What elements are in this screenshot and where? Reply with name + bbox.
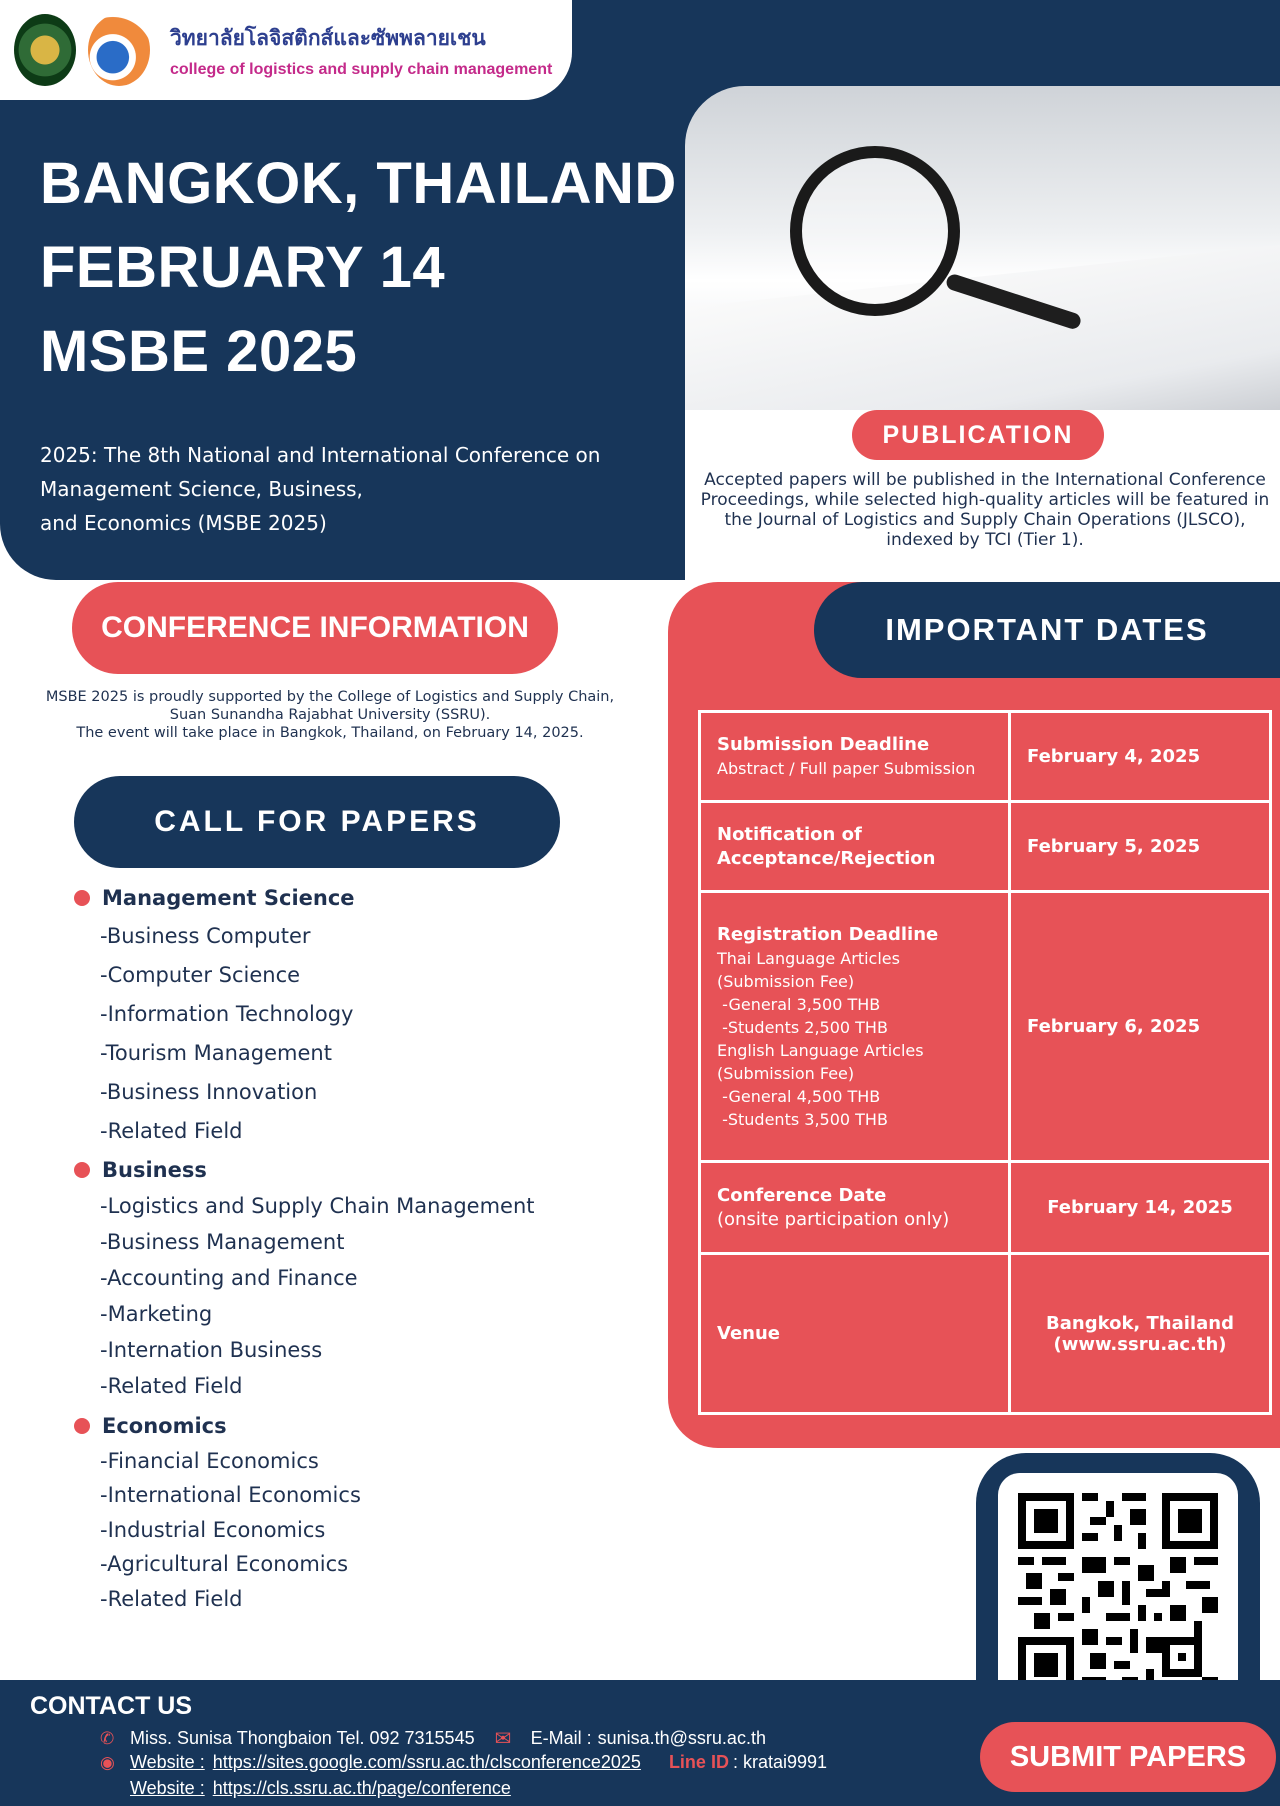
topic-item: -Business Innovation xyxy=(100,1080,318,1104)
topic-item: -Accounting and Finance xyxy=(100,1266,358,1290)
date-row-value: February 4, 2025 xyxy=(1010,712,1271,802)
topic-item: -Internation Business xyxy=(100,1338,323,1362)
table-row xyxy=(700,1254,1271,1414)
topic-item: -Business Computer xyxy=(100,924,311,948)
university-seal-logo xyxy=(14,14,76,86)
date-row-title: Notification of xyxy=(717,823,862,845)
date-row-detail: -General 4,500 THB xyxy=(717,1086,881,1106)
globe-icon: ◉ xyxy=(100,1752,115,1772)
date-row-detail: English Language Articles xyxy=(717,1040,924,1060)
date-row-title: Acceptance/Rejection xyxy=(717,847,936,869)
date-row-detail: -General 3,500 THB xyxy=(717,994,881,1014)
qr-code[interactable] xyxy=(998,1473,1238,1713)
book-image xyxy=(685,242,1280,410)
topic-item: -Financial Economics xyxy=(100,1449,319,1473)
conference-information-text xyxy=(10,688,650,742)
date-row-detail: Abstract / Full paper Submission xyxy=(717,759,976,778)
college-name-english: college of logistics and supply chain management xyxy=(170,60,553,78)
date-row-detail: Thai Language Articles xyxy=(717,948,900,968)
college-logo xyxy=(88,14,150,86)
date-row-title: Registration Deadline xyxy=(717,923,939,945)
topic-item: -Information Technology xyxy=(100,1002,354,1026)
submit-papers-button[interactable]: SUBMIT PAPERS xyxy=(980,1722,1276,1792)
website-label: Website : xyxy=(130,1752,205,1772)
contact-line-website xyxy=(100,1752,827,1773)
date-row-detail: (Submission Fee) xyxy=(717,971,855,991)
topic-item: -Tourism Management xyxy=(100,1041,332,1065)
topic-item: -Industrial Economics xyxy=(100,1518,326,1542)
date-row-detail: (Submission Fee) xyxy=(717,1063,855,1083)
bullet-icon xyxy=(74,1162,90,1178)
logo-bar xyxy=(0,0,572,100)
topic-item: -Related Field xyxy=(100,1587,243,1611)
website-label: Website : xyxy=(130,1778,205,1798)
table-row xyxy=(700,802,1271,892)
date-row-title: Submission Deadline xyxy=(717,734,930,755)
table-row xyxy=(700,712,1271,802)
contact-line-website-2 xyxy=(100,1778,511,1799)
hero-title-event: MSBE 2025 xyxy=(40,319,358,384)
hero-subtitle xyxy=(40,438,660,540)
date-row-title: Venue xyxy=(717,1322,780,1344)
bullet-icon xyxy=(74,890,90,906)
important-dates-table xyxy=(698,710,1272,1415)
date-row-value: February 14, 2025 xyxy=(1010,1162,1271,1254)
college-name-thai: วิทยาลัยโลจิสติกส์และซัพพลายเชน xyxy=(170,25,486,50)
publication-label: PUBLICATION xyxy=(852,410,1104,460)
date-row-value xyxy=(1010,1254,1271,1414)
topic-item: -Marketing xyxy=(100,1302,213,1326)
topic-item: -Computer Science xyxy=(100,963,301,987)
hero-subtitle-line: and Economics (MSBE 2025) xyxy=(40,511,327,535)
date-row-label xyxy=(700,1162,1010,1254)
topic-item: -Related Field xyxy=(100,1119,243,1143)
table-row xyxy=(700,892,1271,1162)
hero-subtitle-line: Management Science, Business, xyxy=(40,477,363,501)
hero-title-date: FEBRUARY 14 xyxy=(40,235,446,300)
email-label: E-Mail : xyxy=(530,1728,592,1748)
magnifier-book-photo xyxy=(685,86,1280,410)
topic-item: -International Economics xyxy=(100,1483,361,1507)
table-row xyxy=(700,1162,1271,1254)
date-row-detail: -Students 3,500 THB xyxy=(717,1109,888,1129)
topic-item: -Business Management xyxy=(100,1230,345,1254)
venue-name: Bangkok, Thailand xyxy=(1046,1312,1234,1334)
topic-group-title: Management Science xyxy=(102,886,355,910)
topic-group-economics xyxy=(74,1414,227,1438)
hero-title-location: BANGKOK, THAILAND xyxy=(40,151,677,216)
website-link-1[interactable]: https://sites.google.com/ssru.ac.th/clsconference2025 xyxy=(212,1752,641,1772)
website-link-2[interactable]: https://cls.ssru.ac.th/page/conference xyxy=(212,1778,511,1798)
topic-group-business xyxy=(74,1158,207,1182)
contact-line-phone-email xyxy=(100,1726,766,1751)
date-row-label xyxy=(700,712,1010,802)
topic-group-management-science xyxy=(74,886,355,910)
line-id-value: : kratai9991 xyxy=(732,1752,828,1772)
contact-us-label: CONTACT US xyxy=(30,1692,193,1720)
conference-info-line: Suan Sunandha Rajabhat University (SSRU). xyxy=(169,707,491,723)
bullet-icon xyxy=(74,1418,90,1434)
venue-website: (www.ssru.ac.th) xyxy=(1053,1333,1227,1355)
publication-text: Accepted papers will be published in the International Conference Proceedings, while selected high-quality articles will be featured in the Journal of Logistics and Supply Chain Operations (JLSCO), indexed by TCI (Tier 1). xyxy=(700,470,1270,550)
magnifier-image xyxy=(790,146,960,316)
email-address[interactable]: sunisa.th@ssru.ac.th xyxy=(597,1728,766,1748)
contact-person: Miss. Sunisa Thongbaion Tel. 092 7315545 xyxy=(130,1728,475,1748)
date-row-label xyxy=(700,802,1010,892)
date-row-title: Conference Date xyxy=(717,1185,887,1206)
topic-group-title: Business xyxy=(102,1158,207,1182)
hero-subtitle-line: 2025: The 8th National and International Conference on xyxy=(40,443,601,467)
mail-icon: ✉ xyxy=(494,1728,512,1750)
conference-info-line: MSBE 2025 is proudly supported by the College of Logistics and Supply Chain, xyxy=(45,689,615,705)
call-for-papers-label: CALL FOR PAPERS xyxy=(74,776,560,868)
conference-information-label: CONFERENCE INFORMATION xyxy=(72,582,558,674)
date-row-label xyxy=(700,1254,1010,1414)
qr-code-icon xyxy=(1018,1493,1218,1693)
college-name xyxy=(170,22,552,79)
date-row-label xyxy=(700,892,1010,1162)
conference-info-line: The event will take place in Bangkok, Thailand, on February 14, 2025. xyxy=(76,725,584,741)
date-row-value: February 5, 2025 xyxy=(1010,802,1271,892)
important-dates-label: IMPORTANT DATES xyxy=(814,582,1280,678)
topic-item: -Logistics and Supply Chain Management xyxy=(100,1194,535,1218)
topic-item: -Agricultural Economics xyxy=(100,1552,349,1576)
line-id-label: Line ID xyxy=(668,1752,729,1772)
date-row-value: February 6, 2025 xyxy=(1010,892,1271,1162)
date-row-detail: -Students 2,500 THB xyxy=(717,1017,888,1037)
date-row-detail: (onsite participation only) xyxy=(717,1209,950,1230)
topic-item: -Related Field xyxy=(100,1374,243,1398)
phone-icon: ✆ xyxy=(100,1728,115,1748)
topic-group-title: Economics xyxy=(102,1414,227,1438)
